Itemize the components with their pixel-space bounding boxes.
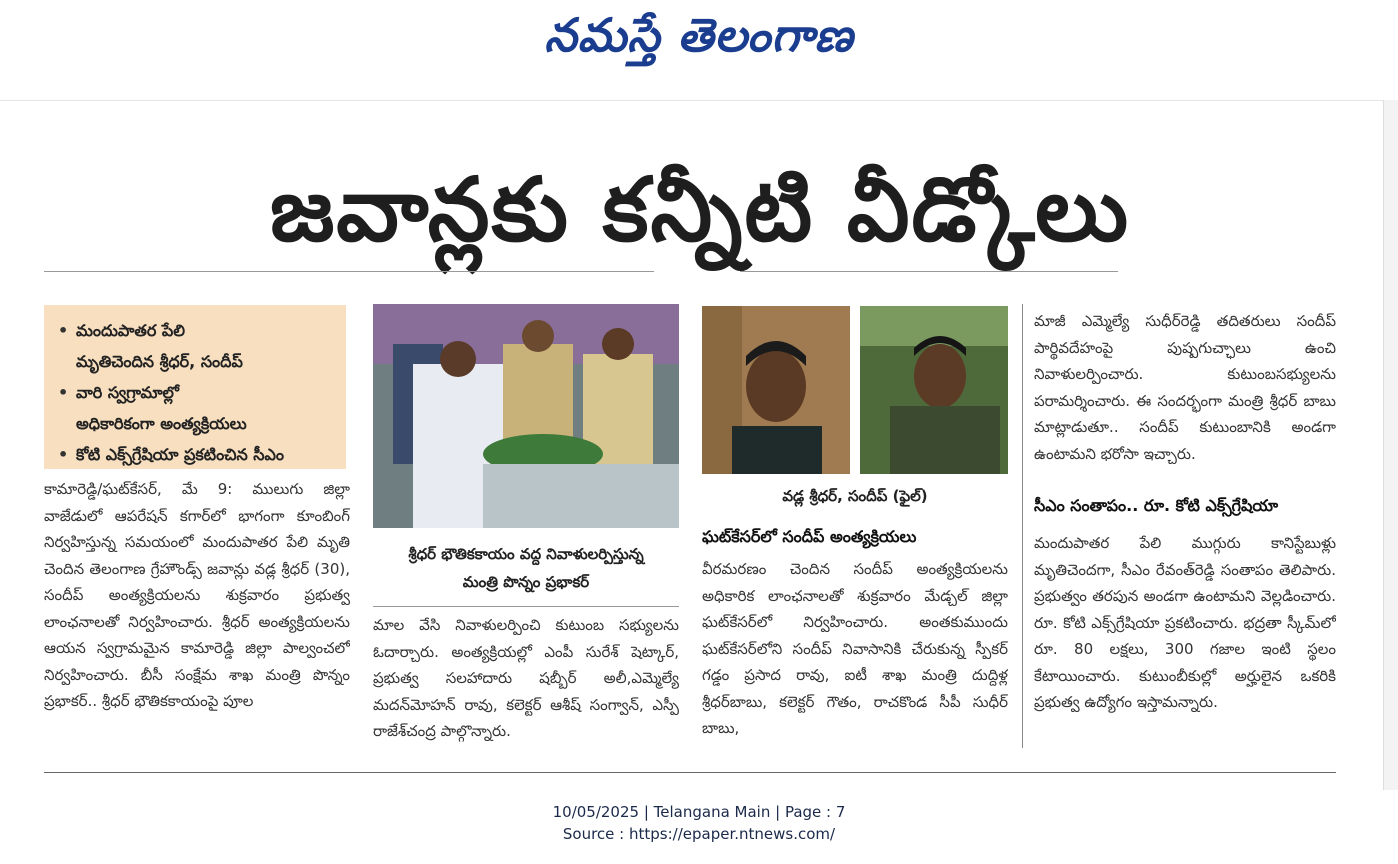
highlight-item: • వారి స్వగ్రామాల్లో (58, 377, 336, 408)
article-bottom-rule (44, 772, 1336, 773)
article-column-4-top: మాజీ ఎమ్మెల్యే సుధీర్‌రెడ్డి తదితరులు సందీప్ పార్థివదేహంపై పుష్పగుచ్ఛాలు ఉంచి నివాళులర్పించారు. కుటుంబసభ్యులను పరామర్శించారు. ఈ సందర్భంగా మంత్రి శ్రీధర్ బాబు మాట్లాడుతూ.. సందీప్ కుటుంబానికి అండగా ఉంటామని భరోసా ఇచ్చారు. (1034, 312, 1336, 463)
photo1-caption-line2: మంత్రి పొన్నం ప్రభాకర్ (462, 573, 590, 591)
footer-date-edition: 10/05/2025 | Telangana Main | Page : 7 (552, 803, 846, 821)
photo-minister-tribute-image (373, 304, 679, 528)
header-divider (0, 100, 1398, 101)
highlight-item: • మందుపాతర పేలి (58, 315, 336, 346)
highlights-box (44, 305, 346, 469)
portrait-sridhar-image (702, 306, 850, 474)
column-divider (1022, 304, 1023, 748)
photo-sandeep (860, 306, 1008, 474)
photo2-caption: వడ్ల శ్రీధర్, సందీప్ (ఫైల్) (782, 487, 928, 505)
photo1-caption (373, 540, 679, 596)
photo-minister-tribute (373, 304, 679, 528)
highlight-item: • కోటి ఎక్స్‌గ్రేషియా ప్రకటించిన సీఎం (58, 439, 336, 470)
footer-source-link[interactable]: Source : https://epaper.ntnews.com/ (562, 825, 836, 843)
viewer-scrollbar[interactable] (1383, 100, 1398, 790)
headline-underline-right (740, 271, 1118, 272)
headline-underline-left (44, 271, 654, 272)
photo-sridhar (702, 306, 850, 474)
highlight-item: మృతిచెందిన శ్రీధర్, సందీప్ (76, 352, 243, 371)
headline: జవాన్లకు కన్నీటి వీడ్కోలు (269, 158, 1131, 261)
column3-subheading: ఘట్‌కేసర్‌లో సందీప్ అంత్యక్రియలు (702, 527, 917, 546)
masthead-logo: నమస్తే తెలంగాణ (544, 8, 854, 62)
photo1-caption-divider (373, 606, 679, 607)
photo1-caption-line1: శ్రీధర్ భౌతికకాయం వద్ద నివాళులర్పిస్తున్న (408, 545, 644, 563)
article-column-2: మాల వేసి నివాళులర్పించి కుటుంబ సభ్యులను ఓదార్చారు. అంత్యక్రియల్లో ఎంపీ సురేశ్ షెట్కార్, ప్రభుత్వ సలహాదారు షబ్బీర్ అలీ,ఎమ్మెల్యే మదన్‌మోహన్ రావు, కలెక్టర్ ఆశీష్ సంగ్వాన్, ఎస్పీ రాజేశ్‌చంద్ర పాల్గొన్నారు. (373, 616, 679, 740)
article-column-1: కామారెడ్డి/ఘట్‌కేసర్, మే 9: ములుగు జిల్లా వాజేడులో ఆపరేషన్ కగార్‌లో భాగంగా కూంబింగ్ నిర్వహిస్తున్న సమయంలో మందుపాతర పేలి మృతి చెందిన తెలంగాణ గ్రేహౌండ్స్ జవాన్లు వడ్ల శ్రీధర్ (30), సందీప్ అంత్యక్రియలను శుక్రవారం ప్రభుత్వ లాంఛనాలతో నిర్వహించారు. శ్రీధర్ అంత్యక్రియలను ఆయన స్వగ్రామమైన కామారెడ్డి జిల్లా పాల్వంచలో నిర్వహించారు. బీసీ సంక్షేమ శాఖ మంత్రి పొన్నం ప్రభాకర్.. శ్రీధర్ భౌతికకాయంపై పూల (44, 480, 350, 710)
portrait-sandeep-image (860, 306, 1008, 474)
column4-subheading: సీఎం సంతాపం.. రూ. కోటి ఎక్స్‌గ్రేషియా (1034, 496, 1279, 515)
highlight-item: అధికారికంగా అంత్యక్రియలు (76, 414, 247, 433)
article-column-3: వీరమరణం చెందిన సందీప్ అంత్యక్రియలను అధికారిక లాంఛనాలతో శుక్రవారం మేడ్చల్ జిల్లా ఘట్‌కేసర్‌లో నిర్వహించారు. అంతకుముందు ఘట్‌కేసర్‌లోని సందీప్ నివాసానికి చేరుకున్న స్పీకర్ గడ్డం ప్రసాద రావు, ఐటీ శాఖ మంత్రి దుద్దిళ్ల శ్రీధర్‌బాబు, కలెక్టర్ గౌతం, రాచకొండ సీపీ సుధీర్ బాబు, (702, 560, 1008, 737)
article-column-4-bottom: మందుపాతర పేలి ముగ్గురు కానిస్టేబుళ్లు మృతిచెందగా, సీఎం రేవంత్‌రెడ్డి సంతాపం తెలిపారు. ప్రభుత్వం తరపున అండగా ఉంటామని వెల్లడించారు. రూ. కోటి ఎక్స్‌గ్రేషియా ప్రకటించారు. భద్రతా స్కీమ్‌లో రూ. 80 లక్షలు, 300 గజాల ఇంటి స్థలం కేటాయించారు. కుటుంబీకుల్లో అర్హులైన ఒకరికి ప్రభుత్వ ఉద్యోగం ఇస్తామన్నారు. (1034, 534, 1336, 711)
